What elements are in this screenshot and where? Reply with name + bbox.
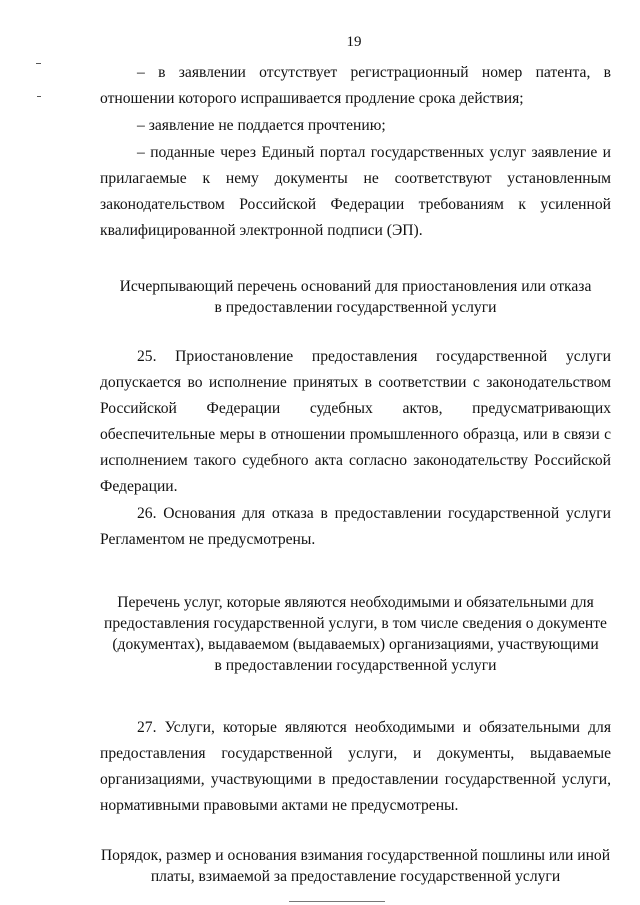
section-gap [100,244,611,276]
heading-state-fee [100,845,611,887]
paragraph-electronic-signature: – поданные через Единый портал государственных услуг заявление и прилагаемые к нему документы не соответствуют установленным законодательством Российской Федерации требованиям к усиленной квалифицированной электронной подписи (ЭП). [100,144,611,239]
heading-line: в предоставлении государственной услуги [214,299,497,316]
document-content [100,60,611,887]
paragraph-25: 25. Приостановление предоставления государственной услуги допускается во исполнение принятых в соответствии с законодательством Российской Федерации судебных актов, предусматривающих обеспечительные меры в отношении промышленного образца, или в связи с исполнением такого судебного акта согласно законодательству Российской Федерации. [100,348,611,495]
heading-line: в предоставлении государственной услуги [214,657,497,674]
page-number: 19 [346,34,362,50]
bottom-scan-rule [289,901,385,902]
paragraph-27: 27. Услуги, которые являются необходимыми и обязательными для предоставления государственной услуги, и документы, выдаваемые организациями, участвующими в предоставлении государственной услуги, нормативными правовыми актами не предусмотрены. [100,719,611,814]
section-gap [100,819,611,845]
paragraph-patent-number: – в заявлении отсутствует регистрационный номер патента, в отношении которого испрашивается продление срока действия; [100,64,611,107]
paragraph-26: 26. Основания для отказа в предоставлении государственной услуги Регламентом не предусмотрены. [100,505,611,548]
paragraph-unreadable-application: – заявление не поддается прочтению; [137,117,386,134]
section-gap [100,676,611,715]
heading-line: предоставления государственной услуги, в том числе сведения о документе [104,615,607,632]
scan-mark-2 [37,96,41,97]
section-gap [100,318,611,344]
heading-line: платы, взимаемой за предоставление государственной услуги [150,868,561,885]
heading-required-services [100,592,611,676]
heading-line: Исчерпывающий перечень оснований для приостановления или отказа [119,278,592,295]
heading-suspension-refusal [100,276,611,318]
section-gap [100,553,611,592]
heading-line: Порядок, размер и основания взимания государственной пошлины или иной [100,847,611,864]
heading-line: Перечень услуг, которые являются необходимыми и обязательными для [117,594,594,611]
scan-mark-1 [36,63,41,64]
heading-line: (документах), выдаваемом (выдаваемых) организациями, участвующими [112,636,599,653]
